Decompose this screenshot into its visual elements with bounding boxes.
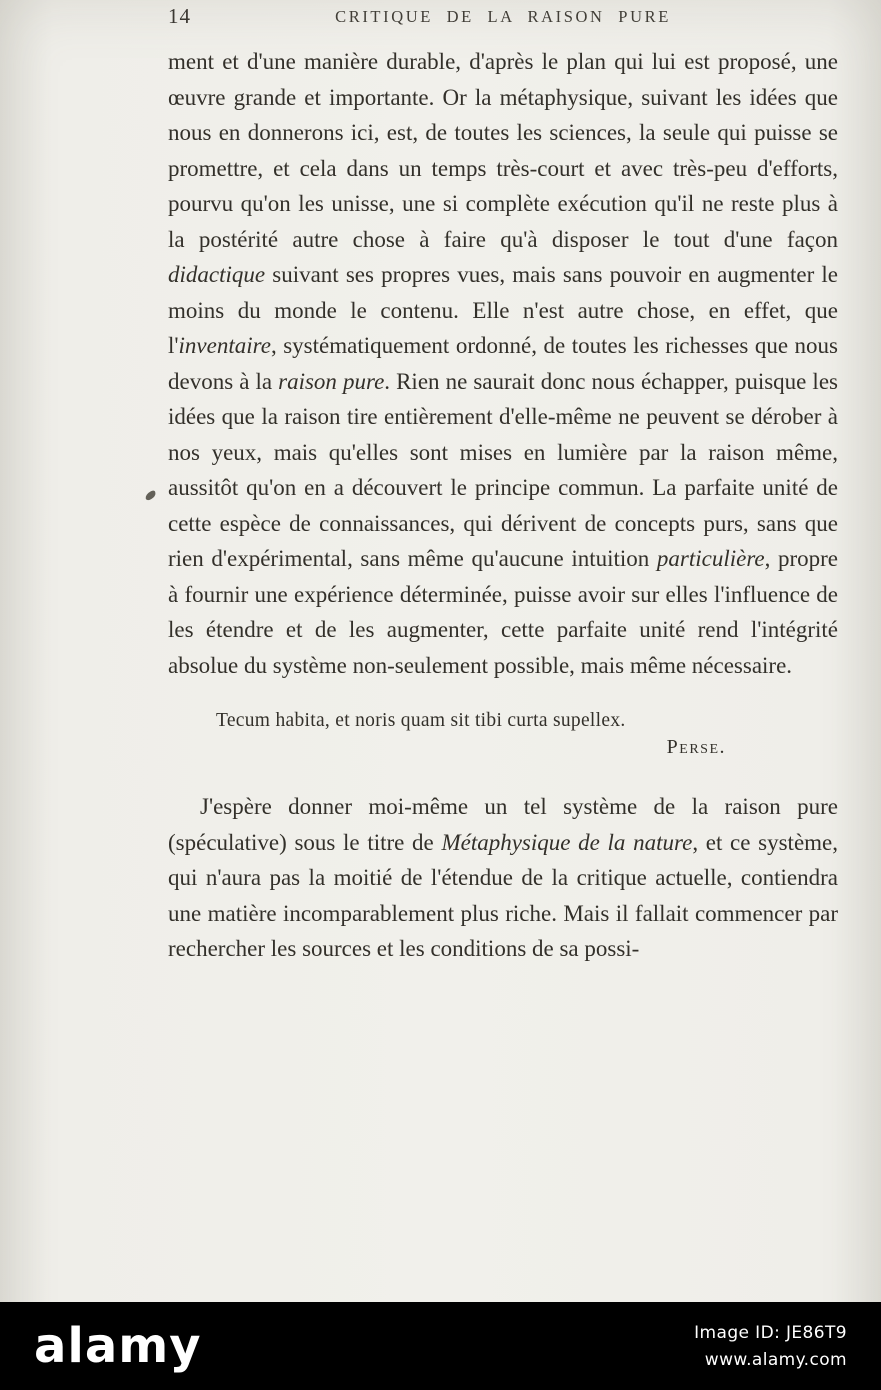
text-segment: suivant ses propres vues, mais sans pouvoir en augmenter le moins du monde le contenu. Elle n'est autre chose, en effet, que l' <box>168 262 838 358</box>
text-segment: . Rien ne saurait donc nous échapper, puisque les idées que la raison tire entièrement d'elle-même ne peuvent se dérober à nos yeux, mais qu'elles sont mises en lumière par la raison même, aussitôt qu'on en a découvert le principe commun. La parfaite unité de cette espèce de connaissances, qui dérivent de concepts purs, sans que rien d'expérimental, sans même qu'aucune intuition <box>168 368 838 571</box>
page-number: 14 <box>168 4 191 28</box>
italic-text: raison pure <box>278 368 385 394</box>
text-segment: , propre à fournir une expérience déterminée, puisse avoir sur elles l'influence de les étendre et de les augmenter, cette parfaite unité rend l'intégrité absolue du système non-seulement possible, mais même nécessaire. <box>168 546 839 678</box>
text-segment: ment et d'une manière durable, d'après le plan qui lui est proposé, une œuvre grande et importante. Or la métaphysique, suivant les idées que nous en donnerons ici, est, de toutes les sciences, la seule qui puisse se promettre, et cela dans un temps très-court et avec très-peu d'efforts, pourvu qu'on les unisse, une si complète exécution qu'il ne reste plus à la postérité autre chose à faire qu'à disposer le tout d'une façon <box>168 49 838 252</box>
text-segment: J'espère donner moi-même un tel système de la raison pure (spéculative) sous le titre de <box>168 794 838 855</box>
italic-text: didactique <box>168 262 266 287</box>
quote-text: Tecum habita, et noris quam sit tibi curta supellex. <box>216 710 626 731</box>
image-id-text: Image ID: JE86T9 <box>694 1322 847 1343</box>
running-title: CRITIQUE DE LA RAISON PURE <box>335 7 671 26</box>
italic-text: inventaire <box>178 333 271 358</box>
footer-info <box>694 1323 847 1370</box>
italic-text: particulière <box>656 546 765 571</box>
paragraph-2 <box>168 789 838 967</box>
margin-pen-mark <box>145 489 156 501</box>
italic-text: Métaphysique de la nature <box>441 829 693 855</box>
website-text: www.alamy.com <box>704 1349 847 1370</box>
page-body <box>168 44 838 967</box>
quote-attribution: Perse. <box>666 736 726 758</box>
paragraph-1 <box>168 44 838 683</box>
text-segment: , systématiquement ordonné, de toutes les richesses que nous devons à la <box>168 333 838 394</box>
alamy-watermark-bar <box>0 1302 881 1390</box>
text-segment: , et ce système, qui n'aura pas la moitié de l'étendue de la critique actuelle, contiendra une matière incomparablement plus riche. Mais il fallait commencer par rechercher les sources et les conditions de sa possi- <box>168 829 838 961</box>
alamy-logo: alamy <box>34 1318 202 1374</box>
page-header <box>168 4 838 32</box>
quotation-block <box>168 708 838 760</box>
